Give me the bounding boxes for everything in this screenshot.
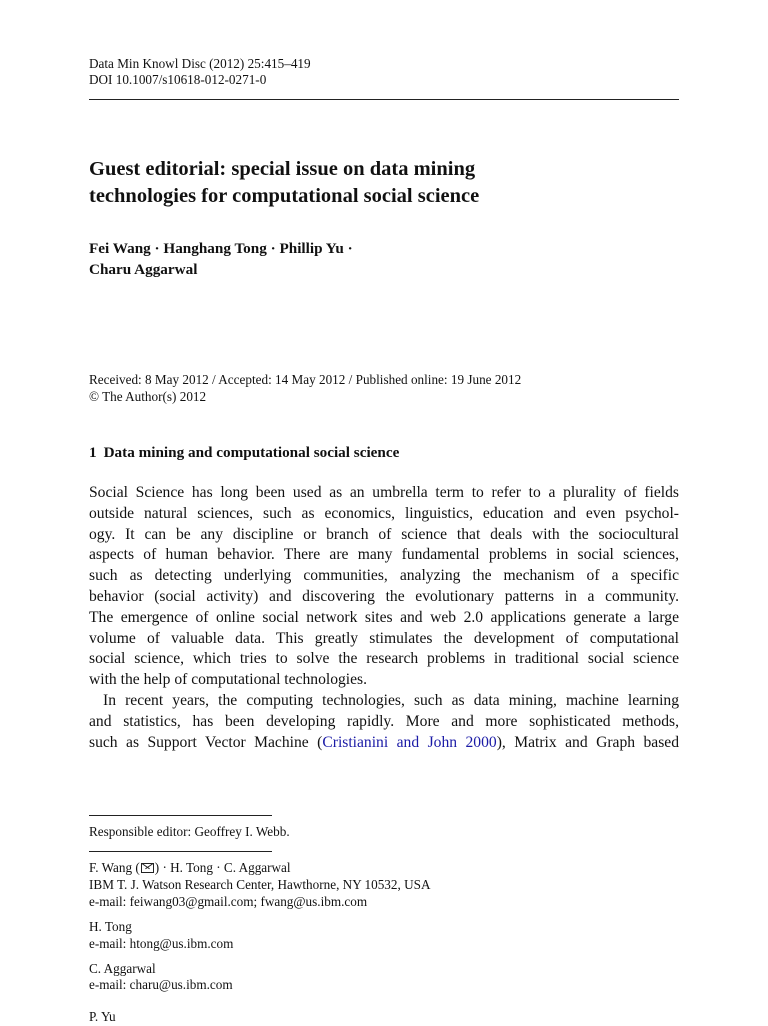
authors-line-2: Charu Aggarwal [89,261,198,278]
article-history [89,371,679,405]
affiliation-rule [89,851,272,852]
affiliation-text: ) · H. Tong · C. Aggarwal [154,860,291,875]
body-line: aspects of human behavior. There are many fundamental problems in social sciences, [89,546,679,564]
copyright-notice: © The Author(s) 2012 [89,389,207,404]
body-line: The emergence of online social network sites and web 2.0 applications generate a large [89,608,679,626]
body-line: Social Science has long been used as an umbrella term to refer to a plurality of fields [89,484,679,501]
affiliation-3-name: C. Aggarwal [89,961,156,976]
body-text-segment: ), Matrix and Graph based [496,733,679,751]
paper-page [89,0,679,1024]
section-number: 1 [89,444,97,461]
body-text-segment: such as Support Vector Machine ( [89,733,323,751]
affiliation-4-name: P. Yu [89,1009,116,1024]
body-line: and statistics, has been developing rapidly. More and more sophisticated methods, [89,712,679,730]
journal-doi: DOI 10.1007/s10618-012-0271-0 [89,72,267,87]
author-list [89,238,679,280]
body-line: with the help of computational technologies. [89,671,368,689]
affiliation-1-names [89,860,291,877]
footnote-rule [89,815,272,816]
affiliation-3-email: e-mail: charu@us.ibm.com [89,977,233,992]
journal-citation: Data Min Knowl Disc (2012) 25:415–419 [89,56,311,71]
affiliation-text: F. Wang ( [89,860,140,875]
body-text [89,483,679,753]
body-line: In recent years, the computing technologies, such as data mining, machine learning [103,691,679,709]
body-line: ogy. It can be any discipline or branch of science that deals with the sociocultural [89,525,679,543]
affiliation-1-email: e-mail: feiwang03@gmail.com; fwang@us.ibm.com [89,894,368,909]
title-line-1: Guest editorial: special issue on data mining [89,158,476,180]
affiliation-2-email: e-mail: htong@us.ibm.com [89,936,234,951]
header-rule [89,99,679,100]
responsible-editor: Responsible editor: Geoffrey I. Webb. [89,824,290,839]
affiliation-1-institution: IBM T. J. Watson Research Center, Hawthorne, NY 10532, USA [89,877,431,892]
section-heading [89,443,399,462]
citation-link[interactable]: Cristianini and John 2000 [322,733,497,751]
body-line: volume of valuable data. This greatly stimulates the development of computational [89,629,679,647]
article-title [89,156,679,210]
body-line-with-citation [89,733,679,754]
envelope-icon [141,863,154,873]
body-line: behavior (social activity) and discovering the evolutionary patterns in a community. [89,587,679,605]
authors-line-1: Fei Wang · Hanghang Tong · Phillip Yu · [89,240,353,257]
journal-header [89,56,311,88]
section-title: Data mining and computational social science [103,444,400,461]
title-line-2: technologies for computational social science [89,185,480,207]
body-line: outside natural sciences, such as economics, linguistics, education and even psychol- [89,504,679,522]
affiliation-2-name: H. Tong [89,919,132,934]
body-line: such as detecting underlying communities, analyzing the mechanism of a specific [89,567,679,585]
history-dates: Received: 8 May 2012 / Accepted: 14 May 2012 / Published online: 19 June 2012 [89,372,522,387]
body-line: social science, which tries to solve the research problems in traditional social science [89,650,679,668]
